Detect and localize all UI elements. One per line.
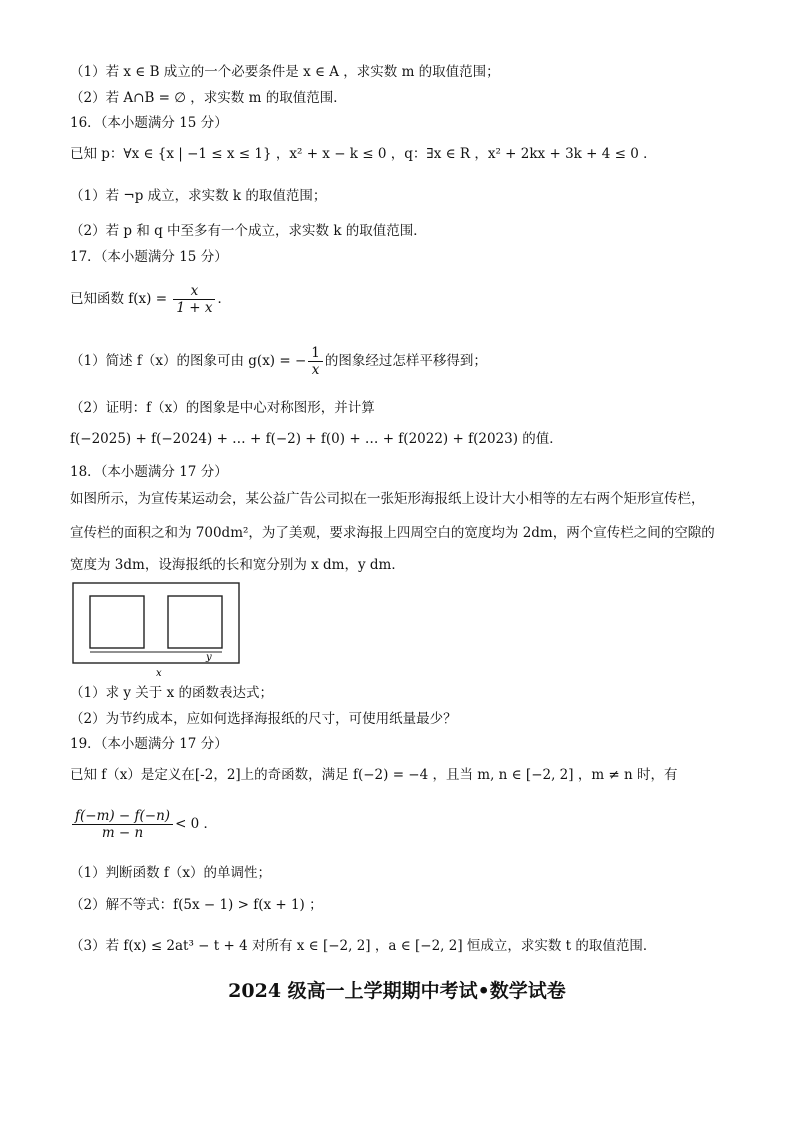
q16-part2: （2）若 p 和 q 中至多有一个成立，求实数 k 的取值范围． — [70, 223, 427, 239]
q19-frac-num: f(−m) − f(−n) — [72, 808, 173, 825]
q17-stmt-suffix: ． — [217, 291, 231, 307]
q15-part1: （1）若 x ∈ B 成立的一个必要条件是 x ∈ A ，求实数 m 的取值范围； — [70, 64, 500, 80]
poster-outline — [73, 583, 239, 663]
q17-part1 — [70, 345, 487, 378]
left-panel — [90, 596, 144, 648]
q17-fraction — [173, 283, 215, 316]
q17-part2: （2）证明：f（x）的图象是中心对称图形，并计算 — [70, 400, 375, 416]
q17-p1-fraction — [308, 345, 323, 378]
q19-header: 19．（本小题满分 17 分） — [70, 736, 228, 752]
q15-part2: （2）若 A∩B = ∅ ，求实数 m 的取值范围． — [70, 90, 347, 106]
q17-frac-num: x — [173, 283, 215, 300]
q16-part1: （1）若 ¬p 成立，求实数 k 的取值范围； — [70, 188, 327, 204]
q18-statement-1: 如图所示，为宣传某运动会，某公益广告公司拟在一张矩形海报纸上设计大小相等的左右两个矩形宣传栏， — [70, 491, 705, 507]
q16-statement: 已知 p：∀x ∈ {x | −1 ≤ x ≤ 1} ，x² + x − k ≤ 0 ，q：∃x ∈ R ，x² + 2kx + 3k + 4 ≤ 0 ． — [70, 146, 657, 162]
q18-statement-3: 宽度为 3dm，设海报纸的长和宽分别为 x dm，y dm． — [70, 557, 405, 573]
q17-stmt-prefix: 已知函数 f(x) = — [70, 291, 172, 307]
q19-frac-suffix: < 0 ． — [175, 816, 218, 832]
q19-part3: （3）若 f(x) ≤ 2at³ − t + 4 对所有 x ∈ [−2, 2] ，a ∈ [−2, 2] 恒成立，求实数 t 的取值范围． — [70, 938, 657, 954]
q16-header: 16．（本小题满分 15 分） — [70, 115, 228, 131]
q17-statement — [70, 283, 231, 316]
exam-title: 2024 级高一上学期期中考试•数学试卷 — [228, 980, 566, 1002]
q19-fraction — [72, 808, 173, 841]
q19-frac-den: m − n — [101, 825, 144, 841]
q17-p1-suffix: 的图象经过怎样平移得到； — [324, 353, 487, 369]
q17-p1-num: 1 — [308, 345, 323, 362]
q19-part1: （1）判断函数 f（x）的单调性； — [70, 865, 271, 881]
poster-figure — [72, 582, 242, 682]
q17-p1-prefix: （1）简述 f（x）的图象可由 g(x) = − — [70, 353, 307, 369]
q17-part2-expression: f(−2025) + f(−2024) + … + f(−2) + f(0) + … + f(2022) + f(2023) 的值． — [70, 431, 563, 447]
figure-label-y: y — [206, 652, 212, 663]
q18-header: 18．（本小题满分 17 分） — [70, 464, 228, 480]
figure-label-x: x — [156, 668, 162, 679]
q18-statement-2: 宣传栏的面积之和为 700dm²，为了美观，要求海报上四周空白的宽度均为 2dm，两个宣传栏之间的空隙的 — [70, 525, 715, 541]
q19-condition — [70, 808, 217, 841]
q17-header: 17．（本小题满分 15 分） — [70, 249, 228, 265]
q19-statement: 已知 f（x）是定义在[-2，2]上的奇函数，满足 f(−2) = −4 ，且当 m, n ∈ [−2, 2] ，m ≠ n 时，有 — [70, 767, 678, 783]
q17-p1-den: x — [311, 362, 320, 378]
q18-part1: （1）求 y 关于 x 的函数表达式； — [70, 685, 273, 701]
q19-part2: （2）解不等式：f(5x − 1) > f(x + 1) ； — [70, 897, 323, 913]
q18-part2: （2）为节约成本，应如何选择海报纸的尺寸，可使用纸量最少？ — [70, 711, 457, 727]
right-panel — [168, 596, 222, 648]
q17-frac-den: 1 + x — [176, 300, 213, 316]
